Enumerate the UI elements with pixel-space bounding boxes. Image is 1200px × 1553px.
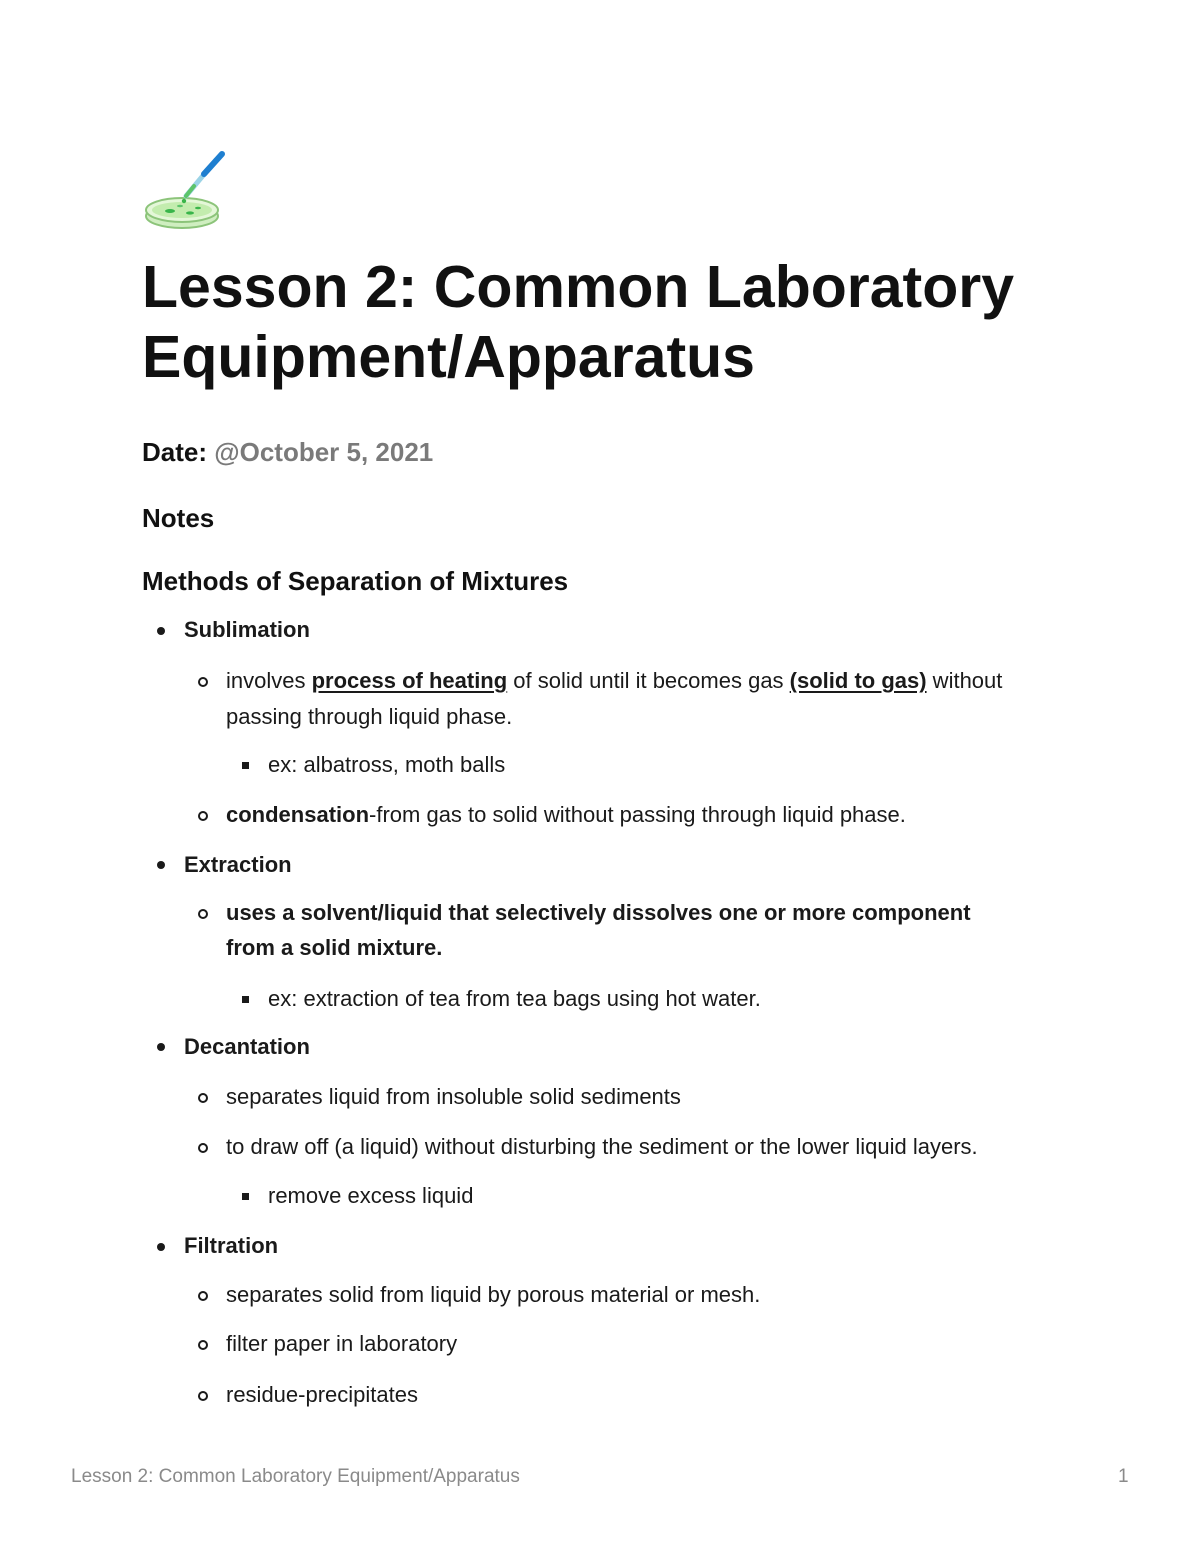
list-item-filtration-definition: separates solid from liquid by porous material or mesh. <box>226 1282 761 1307</box>
list-item-continuation: from a solid mixture. <box>226 935 443 960</box>
petri-dish-dropper-icon <box>142 150 228 236</box>
disc-bullet <box>157 1243 165 1251</box>
circle-bullet <box>198 1143 208 1153</box>
list-item-example: ex: albatross, moth balls <box>268 752 506 777</box>
list-item-filtration: Filtration <box>184 1233 279 1258</box>
circle-bullet <box>198 1340 208 1350</box>
circle-bullet <box>198 811 208 821</box>
circle-bullet <box>198 1093 208 1103</box>
list-item-example: remove excess liquid <box>268 1183 474 1208</box>
list-item-decantation: Decantation <box>184 1034 310 1059</box>
list-item-example: ex: extraction of tea from tea bags using hot water. <box>268 986 761 1011</box>
list-item-filtration-detail: filter paper in laboratory <box>226 1331 458 1356</box>
title-line-2: Equipment/Apparatus <box>142 324 755 390</box>
list-item-decantation-detail: to draw off (a liquid) without disturbing the sediment or the lower liquid layers. <box>226 1134 978 1159</box>
page-title <box>142 252 1102 392</box>
disc-bullet <box>157 1043 165 1051</box>
date-label: Date: <box>142 437 208 467</box>
date-mention[interactable]: @October 5, 2021 <box>214 437 434 467</box>
list-item-extraction-definition: uses a solvent/liquid that selectively dissolves one or more component <box>226 900 971 925</box>
footer-title: Lesson 2: Common Laboratory Equipment/Apparatus <box>71 1466 520 1487</box>
circle-bullet <box>198 677 208 687</box>
emphasis-process-of-heating: process of heating <box>311 668 508 693</box>
circle-bullet <box>198 1291 208 1301</box>
list-item-continuation: passing through liquid phase. <box>226 704 513 729</box>
circle-bullet <box>198 1391 208 1401</box>
disc-bullet <box>157 861 165 869</box>
disc-bullet <box>157 627 165 635</box>
page-number: 1 <box>1118 1466 1129 1487</box>
circle-bullet <box>198 909 208 919</box>
list-item-sublimation: Sublimation <box>184 617 310 642</box>
list-item-sublimation-definition: involves process of heating of solid until it becomes gas (solid to gas) without <box>226 668 1003 693</box>
list-item-filtration-residue: residue-precipitates <box>226 1382 418 1407</box>
list-item-extraction: Extraction <box>184 852 292 877</box>
list-item-decantation-definition: separates liquid from insoluble solid sediments <box>226 1084 681 1109</box>
square-bullet <box>242 996 249 1003</box>
notes-heading: Notes <box>142 503 215 533</box>
date-property <box>142 437 433 468</box>
title-line-1: Lesson 2: Common Laboratory <box>142 254 1015 320</box>
emphasis-solid-to-gas: (solid to gas) <box>789 668 927 693</box>
methods-heading: Methods of Separation of Mixtures <box>142 566 569 596</box>
list-item-condensation: condensation-from gas to solid without passing through liquid phase. <box>226 802 906 827</box>
square-bullet <box>242 762 249 769</box>
square-bullet <box>242 1193 249 1200</box>
